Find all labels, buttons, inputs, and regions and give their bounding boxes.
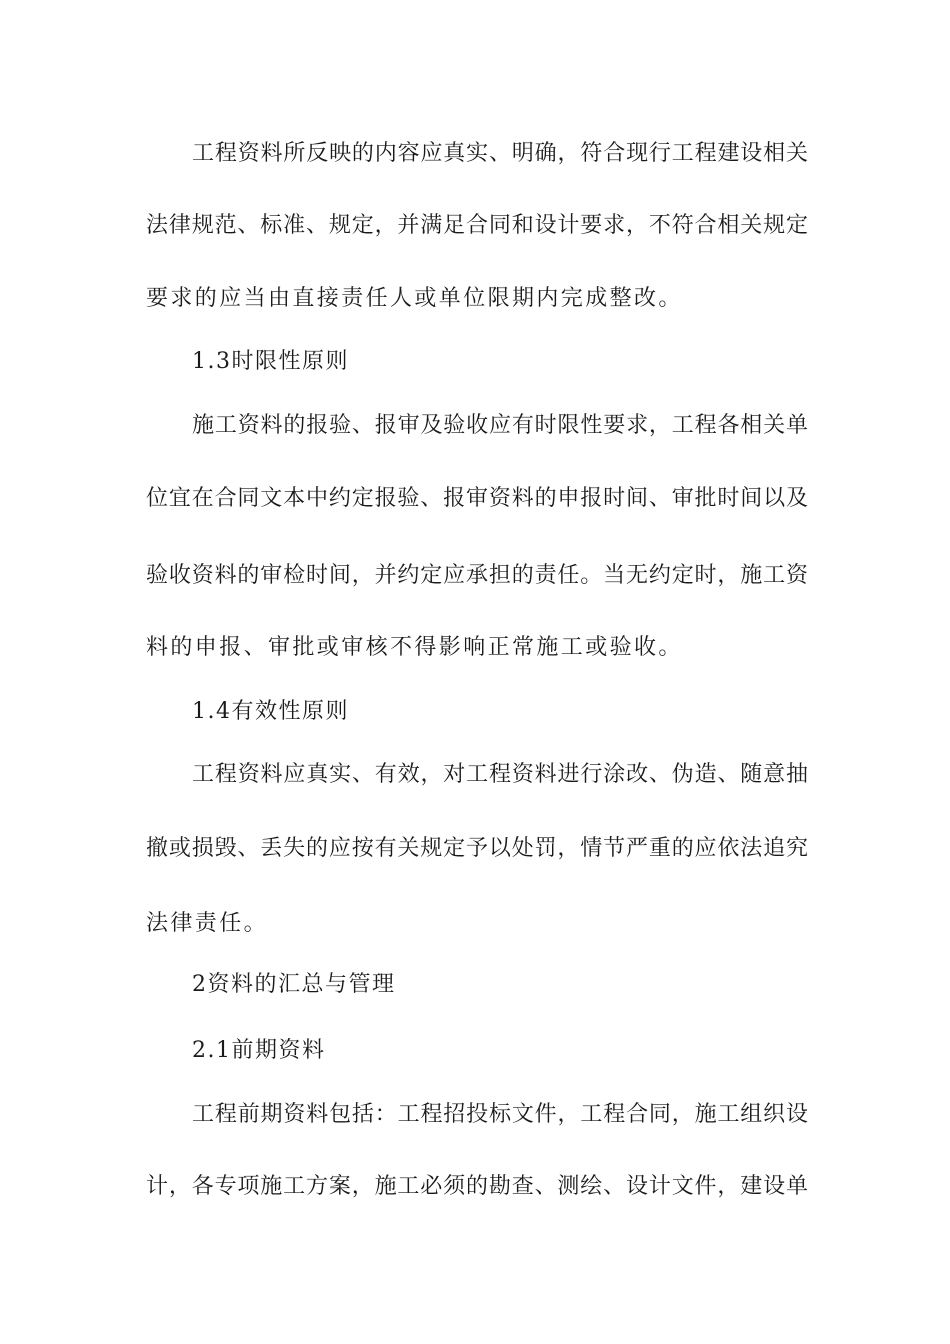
paragraph-line: 要求的应当由直接责任人或单位限期内完成整改。 <box>146 286 683 311</box>
paragraph-line: 工程资料应真实、有效，对工程资料进行涂改、伪造、随意抽 <box>192 762 808 787</box>
paragraph-line: 法律规范、标准、规定，并满足合同和设计要求，不符合相关规定 <box>146 213 808 238</box>
paragraph-line: 验收资料的审检时间，并约定应承担的责任。当无约定时，施工资 <box>146 563 808 588</box>
section-heading-1-3: 1.3时限性原则 <box>192 349 349 374</box>
section-heading-2: 2资料的汇总与管理 <box>192 972 396 997</box>
paragraph-line: 计，各专项施工方案，施工必须的勘查、测绘、设计文件，建设单 <box>146 1174 808 1199</box>
section-heading-2-1: 2.1前期资料 <box>192 1038 326 1063</box>
paragraph-line: 料的申报、审批或审核不得影响正常施工或验收。 <box>146 635 683 660</box>
paragraph-line: 撤或损毁、丢失的应按有关规定予以处罚，情节严重的应依法追究 <box>146 836 808 861</box>
paragraph-line: 法律责任。 <box>146 911 269 936</box>
paragraph-line: 施工资料的报验、报审及验收应有时限性要求，工程各相关单 <box>192 413 808 438</box>
section-heading-1-4: 1.4有效性原则 <box>192 699 349 724</box>
paragraph-line: 工程资料所反映的内容应真实、明确，符合现行工程建设相关 <box>192 141 808 166</box>
paragraph-line: 工程前期资料包括：工程招投标文件，工程合同，施工组织设 <box>192 1102 808 1127</box>
paragraph-line: 位宜在合同文本中约定报验、报审资料的申报时间、审批时间以及 <box>146 486 808 511</box>
